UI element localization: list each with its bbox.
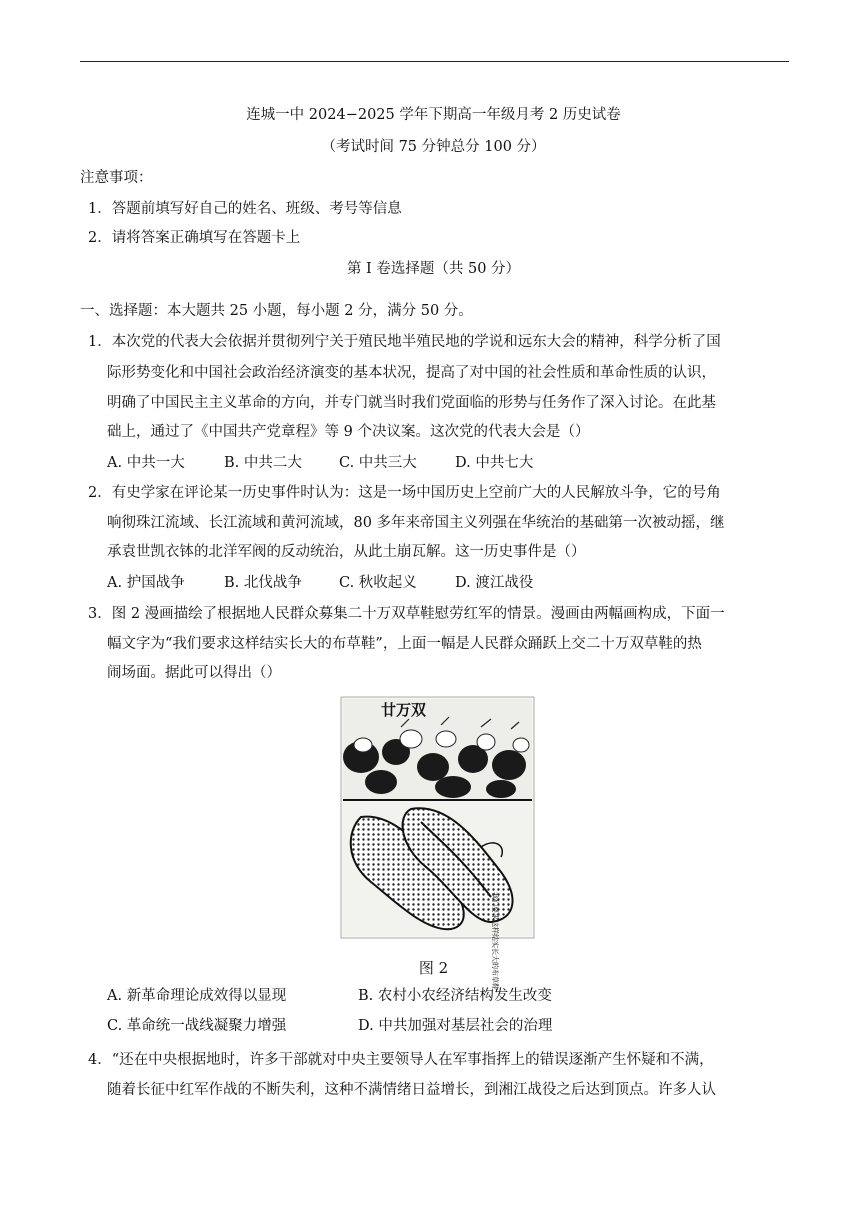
notice-item: 2．请将答案正确填写在答题卡上 (88, 230, 301, 246)
exam-title: 连城一中 2024−2025 学年下期高一年级月考 2 历史试卷 (246, 107, 621, 123)
banner-text: 廿万双 (381, 701, 427, 719)
exam-subtitle: （考试时间 75 分钟总分 100 分） (321, 139, 546, 155)
question-1-option-b[interactable]: B. 中共二大 (224, 455, 302, 471)
question-2-line: 2．有史学家在评论某一历史事件时认为：这是一场中国历史上空前广大的人民解放斗争，它的号角 (88, 485, 721, 501)
notice-item: 1．答题前填写好自己的姓名、班级、考号等信息 (88, 201, 402, 217)
question-2-option-b[interactable]: B. 北伐战争 (224, 575, 302, 591)
question-2-line: 承袁世凯衣钵的北洋军阀的反动统治，从此土崩瓦解。这一历史事件是（） (107, 544, 586, 560)
question-1-option-a[interactable]: A. 中共一大 (107, 455, 185, 471)
cartoon-slogan: 我们要求这样结实长大的布草鞋 (491, 892, 499, 990)
question-1-option-c[interactable]: C. 中共三大 (339, 455, 417, 471)
question-1-line: 础上，通过了《中国共产党章程》等 9 个决议案。这次党的代表大会是（） (107, 424, 590, 440)
question-3-line: 3．图 2 漫画描绘了根据地人民群众募集二十万双草鞋慰劳红军的情景。漫画由两幅画构成，下面一 (88, 606, 725, 622)
question-3-option-c[interactable]: C. 革命统一战线凝聚力增强 (107, 1018, 287, 1034)
question-1-line: 1．本次党的代表大会依据并贯彻列宁关于殖民地半殖民地的学说和远东大会的精神，科学分析了国 (88, 334, 721, 350)
figure-caption: 图 2 (418, 959, 449, 977)
question-3-line: 闹场面。据此可以得出（） (107, 665, 281, 681)
question-3-line: 幅文字为“我们要求这样结实长大的布草鞋”，上面一幅是人民群众踊跃上交二十万双草鞋的热 (107, 636, 702, 652)
question-2-option-a[interactable]: A. 护国战争 (107, 575, 185, 591)
section-title: 第 I 卷选择题（共 50 分） (346, 261, 521, 277)
question-3-option-a[interactable]: A. 新革命理论成效得以显现 (107, 988, 287, 1004)
question-1-line: 际形势变化和中国社会政治经济演变的基本状况，提高了对中国的社会性质和革命性质的认识， (107, 365, 716, 381)
top-rule (80, 61, 789, 62)
question-3-option-d[interactable]: D. 中共加强对基层社会的治理 (358, 1018, 553, 1034)
question-1-line: 明确了中国民主主义革命的方向，并专门就当时我们党面临的形势与任务作了深入讨论。在此基 (107, 395, 716, 411)
question-2-option-d[interactable]: D. 渡江战役 (455, 575, 534, 591)
question-2-line: 响彻珠江流域、长江流域和黄河流域，80 多年来帝国主义列强在华统治的基础第一次被动摇，继 (107, 515, 725, 531)
question-1-option-d[interactable]: D. 中共七大 (455, 455, 534, 471)
section-instruction: 一、选择题：本大题共 25 小题，每小题 2 分，满分 50 分。 (80, 303, 473, 319)
question-2-option-c[interactable]: C. 秋收起义 (339, 575, 417, 591)
question-3-option-b[interactable]: B. 农村小农经济结构发生改变 (358, 988, 552, 1004)
question-4-line: 随着长征中红军作战的不断失利，这种不满情绪日益增长，到湘江战役之后达到顶点。许多人认 (107, 1082, 716, 1098)
notice-heading: 注意事项： (80, 170, 153, 186)
question-4-line: 4．“还在中央根据地时，许多干部就对中央主要领导人在军事指挥上的错误逐渐产生怀疑和不满， (88, 1052, 714, 1068)
